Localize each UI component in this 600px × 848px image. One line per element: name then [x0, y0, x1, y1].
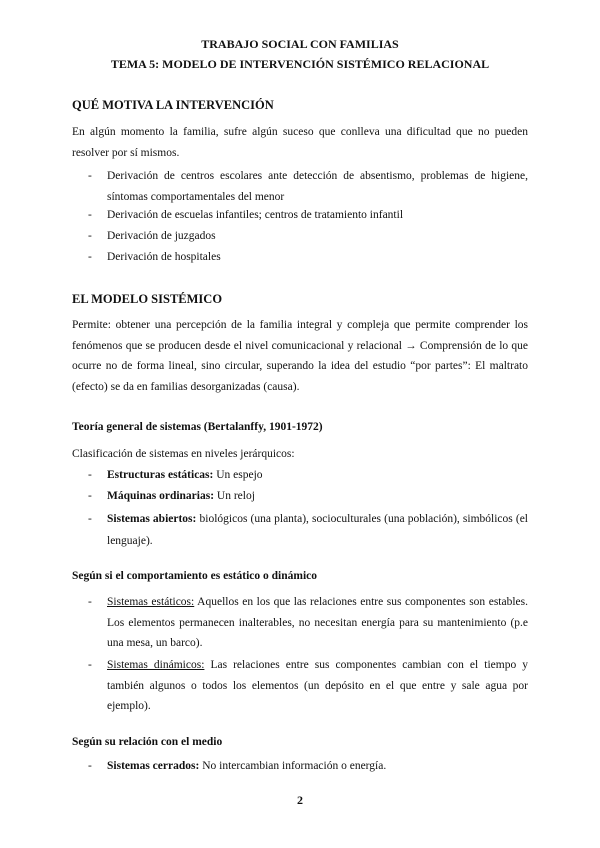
term: Sistemas dinámicos: [107, 659, 205, 671]
list-dash: - [88, 230, 92, 242]
document-subtitle: TEMA 5: MODELO DE INTERVENCIÓN SISTÉMICO RELACIONAL [110, 57, 490, 71]
section-heading-motiva: QUÉ MOTIVA LA INTERVENCIÓN [72, 98, 274, 112]
term-description: Un reloj [216, 490, 255, 502]
term-description: No intercambian información o energía. [202, 760, 387, 772]
page-number: 2 [297, 793, 303, 807]
term-description: Las relaciones entre sus componentes cambian con el tiempo y también algunos o todos los elementos (un depósito en el que entre y sale agua por ejemplo). [107, 659, 528, 712]
list-item-text: Derivación de juzgados [107, 230, 216, 242]
list-dash: - [88, 659, 92, 671]
term: Sistemas abiertos: [107, 513, 197, 525]
list-dash: - [88, 596, 92, 608]
list-dash: - [88, 760, 92, 772]
section-heading-medio: Según su relación con el medio [72, 736, 223, 748]
list-dash: - [88, 209, 92, 221]
term-description: biológicos (una planta), socioculturales (una población), simbólicos (el lenguaje). [107, 513, 528, 547]
term-description: Aquellos en los que las relaciones entre sus componentes son estables. Los elementos permanecen inalterables, no necesitan energía para su mantenimiento (p.e una mesa, un barco). [107, 596, 529, 649]
list-dash: - [88, 490, 92, 502]
document-title: TRABAJO SOCIAL CON FAMILIAS [201, 37, 399, 51]
section-heading-teoria: Teoría general de sistemas (Bertalanffy, 1901-1972) [72, 421, 323, 433]
list-item-text: Derivación de hospitales [107, 251, 221, 263]
section-heading-modelo: EL MODELO SISTÉMICO [72, 292, 223, 306]
list-dash: - [88, 513, 92, 525]
term: Máquinas ordinarias: [107, 490, 215, 502]
term: Estructuras estáticas: [107, 469, 214, 481]
list-dash: - [88, 251, 92, 263]
term-description: Un espejo [216, 469, 263, 481]
term: Sistemas estáticos: [107, 596, 195, 608]
term: Sistemas cerrados: [107, 760, 200, 772]
section-modelo-paragraph: Permite: obtener una percepción de la familia integral y compleja que permite comprender los fenómenos que se producen desde el nivel comunicacional y relacional → Comprensión de lo que ocurre no de forma lineal, sino circular, superando la idea del estudio “por partes”: El maltrato (efecto) se da en familias desorganizadas (causa). [72, 319, 528, 393]
section-teoria-intro: Clasificación de sistemas en niveles jerárquicos: [72, 448, 295, 460]
section-heading-comportamiento: Según si el comportamiento es estático o dinámico [72, 570, 317, 582]
list-item-text: Derivación de escuelas infantiles; centros de tratamiento infantil [107, 209, 404, 221]
list-dash: - [88, 170, 92, 182]
list-dash: - [88, 469, 92, 481]
list-item-text: Derivación de centros escolares ante detección de absentismo, problemas de higiene, síntomas comportamentales del menor [107, 170, 528, 203]
section-motiva-intro: En algún momento la familia, sufre algún suceso que conlleva una dificultad que no pueden resolver por sí mismos. [72, 126, 528, 159]
